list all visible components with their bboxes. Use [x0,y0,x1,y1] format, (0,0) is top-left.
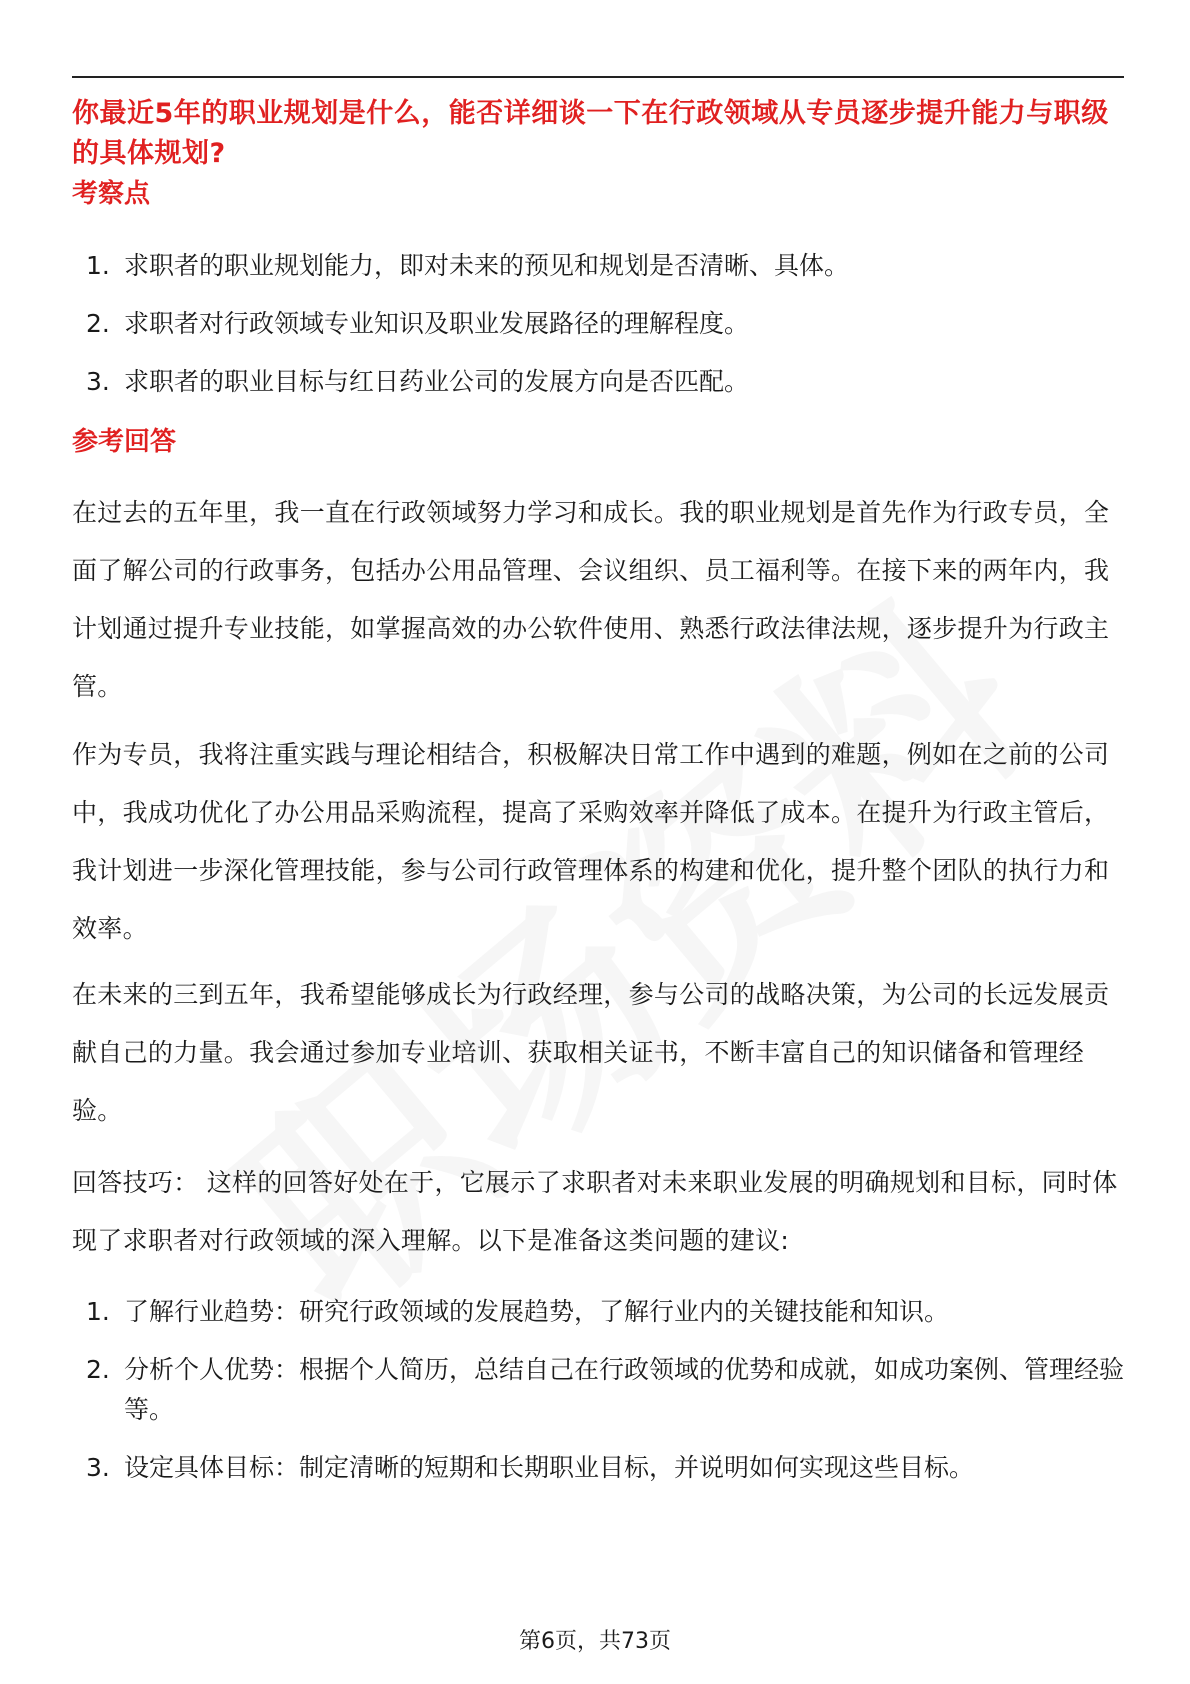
section-heading-assessment: 考察点 [72,179,151,209]
question-title: 你最近5年的职业规划是什么，能否详细谈一下在行政领域从专员逐步提升能力与职级的具体规划? [72,98,1109,169]
list-item: 2. 求职者对行政领域专业知识及职业发展路径的理解程度。 [86,309,750,338]
section-heading-reference-answer: 参考回答 [72,427,177,457]
list-item: 1. 了解行业趋势：研究行政领域的发展趋势，了解行业内的关键技能和知识。 [86,1297,950,1326]
answer-paragraph: 作为专员，我将注重实践与理论相结合，积极解决日常工作中遇到的难题，例如在之前的公司中，我成功优化了办公用品采购流程，提高了采购效率并降低了成本。在提升为行政主管后，我计划进一步深化管理技能，参与公司行政管理体系的构建和优化，提升整个团队的执行力和效率。 [72,740,1110,943]
answer-tip-intro: 回答技巧： 这样的回答好处在于，它展示了求职者对未来职业发展的明确规划和目标，同时体现了求职者对行政领域的深入理解。以下是准备这类问题的建议: [72,1168,1118,1255]
answer-paragraph: 在未来的三到五年，我希望能够成长为行政经理，参与公司的战略决策，为公司的长远发展贡献自己的力量。我会通过参加专业培训、获取相关证书，不断丰富自己的知识储备和管理经验。 [72,980,1110,1125]
list-item: 3. 设定具体目标：制定清晰的短期和长期职业目标，并说明如何实现这些目标。 [86,1453,975,1482]
page-number-footer: 第6页，共73页 [519,1629,671,1654]
tips-list [72,1292,1132,1506]
top-divider [72,76,1124,78]
answer-paragraph: 在过去的五年里，我一直在行政领域努力学习和成长。我的职业规划是首先作为行政专员，全面了解公司的行政事务，包括办公用品管理、会议组织、员工福利等。在接下来的两年内，我计划通过提升专业技能，如掌握高效的办公软件使用、熟悉行政法律法规，逐步提升为行政主管。 [72,498,1110,701]
list-item: 3. 求职者的职业目标与红日药业公司的发展方向是否匹配。 [86,367,750,396]
list-item: 1. 求职者的职业规划能力，即对未来的预见和规划是否清晰、具体。 [86,251,850,280]
assessment-list [72,246,1132,420]
list-item: 2. 分析个人优势：根据个人简历，总结自己在行政领域的优势和成就，如成功案例、管理经验等。 [86,1355,1125,1424]
